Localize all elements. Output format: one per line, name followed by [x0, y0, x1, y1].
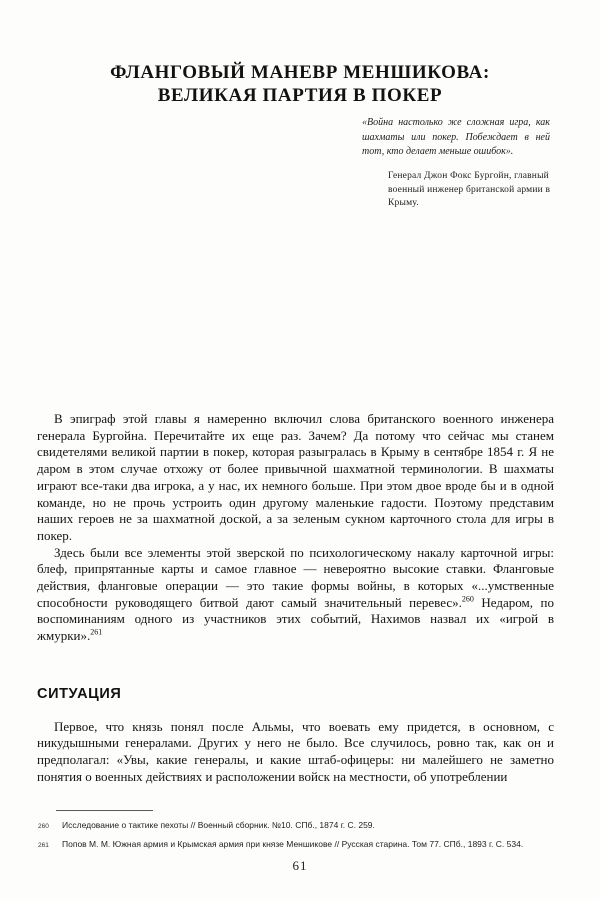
footnotes — [38, 820, 558, 858]
section-heading-situation: СИТУАЦИЯ — [37, 685, 122, 702]
footnote-ref-260: 260 — [461, 594, 474, 604]
chapter-title — [0, 61, 600, 107]
footnote-ref-261: 261 — [90, 627, 103, 637]
footnote-261-text: Попов М. М. Южная армия и Крымская армия при князе Меншикове // Русская старина. Том 77. СПб., 1893 г. С. 534. — [62, 839, 524, 849]
footnote-260 — [38, 820, 558, 832]
paragraph-2-text: Здесь были все элементы этой зверской по психологическому накалу карточной игры: блеф, припрятанные карты и самое главное — невероятно высокие ставки. Фланговые действия, фланговые операции — это такие формы войны, в которых «...умственные способности руководящего битвой дают самый значительный перевес». — [37, 544, 554, 610]
epigraph-quote: «Война настолько же сложная игра, как шахматы или покер. Побеждает в ней тот, кто делает меньше ошибок». — [362, 117, 550, 158]
footnote-261-marker: 261 — [38, 842, 49, 849]
epigraph — [362, 116, 550, 211]
paragraph-2-text-cont: Недаром, по воспоминаниям одного из участников этих событий, Нахимов назвал их «игрой в жмурки». — [37, 594, 554, 644]
page-number: 61 — [292, 858, 308, 873]
chapter-title-line1: ФЛАНГОВЫЙ МАНЕВР МЕНШИКОВА: — [110, 62, 490, 83]
footnote-261 — [38, 839, 558, 851]
body-text — [37, 411, 554, 785]
paragraph-2 — [37, 545, 554, 645]
paragraph-1: В эпиграф этой главы я намеренно включил слова британского военного инженера генерала Бургойна. Перечитайте их еще раз. Зачем? Да потому что сейчас мы станем свидетелями великой партии в покер, которая разыгралась в Крыму в сентябре 1854 г. Я не даром в этом случае отхожу от более привычной шахматной терминологии. В шахматы играют все-таки два игрока, а у нас, их немного больше. При этом двое вроде бы и в одной команде, но не прочь устроить один другому маленькие гадости. Поэтому представим наших героев не за шахматной доской, а за зеленым сукном карточного стола для игры в покер. — [37, 411, 554, 543]
footnote-separator — [56, 810, 153, 811]
footnote-260-marker: 260 — [38, 823, 49, 830]
footnote-260-text: Исследование о тактике пехоты // Военный сборник. №10. СПб., 1874 г. С. 259. — [62, 820, 375, 830]
chapter-title-line2: ВЕЛИКАЯ ПАРТИЯ В ПОКЕР — [157, 85, 443, 106]
epigraph-attribution: Генерал Джон Фокс Бургойн, главный военный инженер британской армии в Крыму. — [388, 170, 551, 209]
paragraph-3: Первое, что князь понял после Альмы, что воевать ему придется, в основном, с никудышными генералами. Других у него не было. Все случилось, ровно так, как он и предполагал: «Увы, какие генералы, и какие штаб-офицеры: ни малейшего не заметно понятия о военных действиях и расположении войск на местности, об употреблении — [37, 718, 554, 784]
